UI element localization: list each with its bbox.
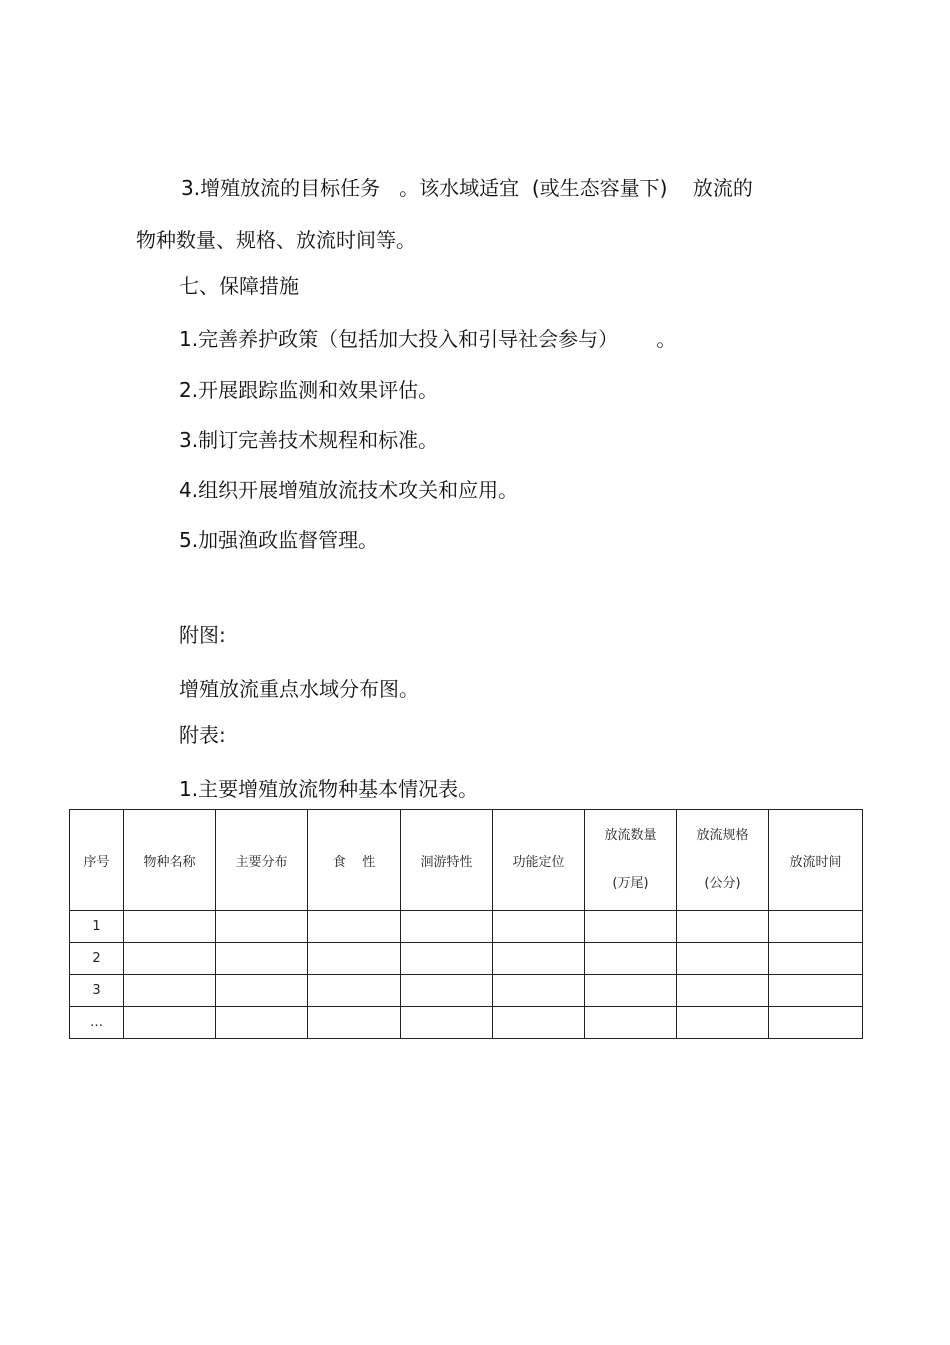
header-seq: 序号 <box>70 810 124 911</box>
header-quantity <box>585 810 677 911</box>
table-title: 1.主要增殖放流物种基本情况表。 <box>179 777 479 801</box>
table-cell <box>677 1007 769 1039</box>
table-row <box>70 1007 863 1039</box>
table-cell <box>493 975 585 1007</box>
table-row <box>70 975 863 1007</box>
table-cell <box>124 911 216 943</box>
row-seq: 1 <box>70 911 124 943</box>
table-cell <box>585 1007 677 1039</box>
header-species: 物种名称 <box>124 810 216 911</box>
row-seq: 3 <box>70 975 124 1007</box>
table-cell <box>216 943 308 975</box>
header-migration: 洄游特性 <box>401 810 493 911</box>
row-seq: 2 <box>70 943 124 975</box>
figure-label: 附图: <box>179 623 226 647</box>
header-time: 放流时间 <box>769 810 863 911</box>
header-size-label: 放流规格 <box>696 828 749 843</box>
para3-line1: 3.增殖放流的目标任务 。该水域适宜 (或生态容量下) 放流的 <box>181 176 753 200</box>
table-cell <box>769 975 863 1007</box>
table-cell <box>769 911 863 943</box>
header-quantity-unit: (万尾) <box>612 876 649 891</box>
table-cell <box>216 975 308 1007</box>
row-seq: … <box>70 1007 124 1039</box>
para3-line2: 物种数量、规格、放流时间等。 <box>136 228 416 252</box>
header-quantity-label: 放流数量 <box>604 828 657 843</box>
table-cell <box>401 943 493 975</box>
table-cell <box>769 943 863 975</box>
table-cell <box>585 975 677 1007</box>
measure-item: 2.开展跟踪监测和效果评估。 <box>179 378 439 402</box>
table-cell <box>677 911 769 943</box>
table-header-row <box>70 810 863 911</box>
measure-item: 3.制订完善技术规程和标准。 <box>179 428 439 452</box>
species-table <box>69 809 863 1039</box>
table-label: 附表: <box>179 723 226 747</box>
table-cell <box>401 1007 493 1039</box>
table-cell <box>308 975 401 1007</box>
figure-item: 增殖放流重点水域分布图。 <box>179 677 419 701</box>
table-cell <box>493 943 585 975</box>
table-cell <box>216 911 308 943</box>
header-distribution: 主要分布 <box>216 810 308 911</box>
table-cell <box>401 975 493 1007</box>
table-cell <box>308 911 401 943</box>
table-cell <box>677 975 769 1007</box>
table-cell <box>308 1007 401 1039</box>
table-cell <box>585 943 677 975</box>
header-size <box>677 810 769 911</box>
table-cell <box>493 911 585 943</box>
table-cell <box>308 943 401 975</box>
table-cell <box>124 943 216 975</box>
measure-item: 4.组织开展增殖放流技术攻关和应用。 <box>179 478 519 502</box>
header-diet: 食 性 <box>308 810 401 911</box>
header-size-unit: (公分) <box>704 876 741 891</box>
header-function: 功能定位 <box>493 810 585 911</box>
section7-title: 七、保障措施 <box>179 274 299 298</box>
table-cell <box>401 911 493 943</box>
measure-item: 5.加强渔政监督管理。 <box>179 528 379 552</box>
table-row <box>70 943 863 975</box>
table-cell <box>493 1007 585 1039</box>
table-cell <box>585 911 677 943</box>
table-cell <box>769 1007 863 1039</box>
table-cell <box>124 975 216 1007</box>
measure-item: 1.完善养护政策（包括加大投入和引导社会参与） 。 <box>179 327 677 351</box>
table-cell <box>677 943 769 975</box>
table-cell <box>216 1007 308 1039</box>
table-row <box>70 911 863 943</box>
table-cell <box>124 1007 216 1039</box>
